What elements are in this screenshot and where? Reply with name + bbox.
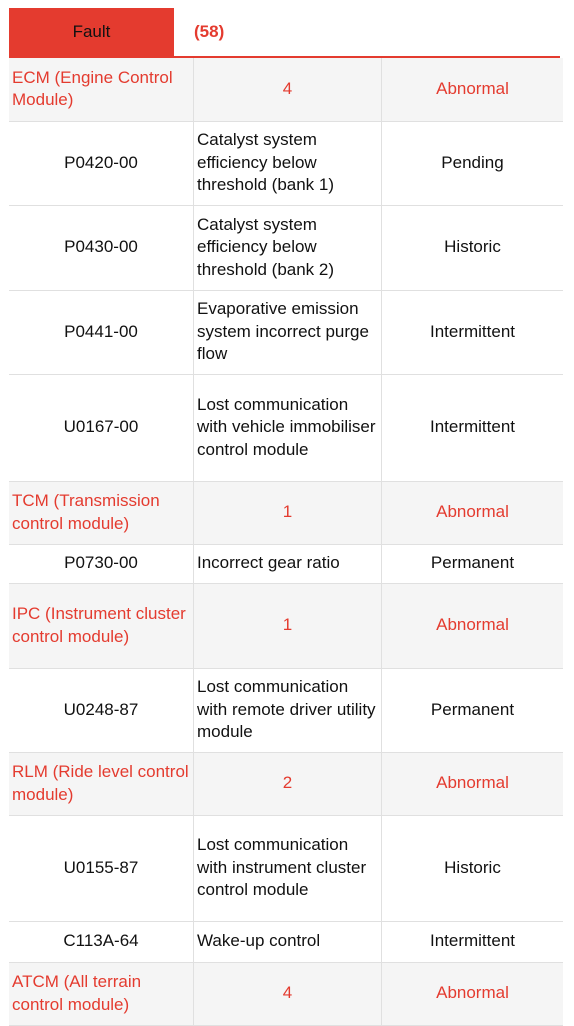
- fault-code: P0441-00: [9, 290, 194, 374]
- fault-table: [9, 58, 563, 1026]
- fault-status: Historic: [382, 815, 564, 921]
- fault-status: Intermittent: [382, 921, 564, 962]
- fault-description: Catalyst system efficiency below threshold (bank 1): [194, 121, 382, 205]
- fault-code: U0167-00: [9, 374, 194, 481]
- module-fault-count: 1: [194, 481, 382, 544]
- fault-description: Evaporative emission system incorrect purge flow: [194, 290, 382, 374]
- module-status: Abnormal: [382, 481, 564, 544]
- module-status: Abnormal: [382, 962, 564, 1025]
- fault-row[interactable]: [9, 668, 563, 752]
- module-name: TCM (Transmission control module): [9, 481, 194, 544]
- fault-row[interactable]: [9, 205, 563, 290]
- module-name: IPC (Instrument cluster control module): [9, 583, 194, 668]
- fault-tab[interactable]: Fault: [9, 8, 174, 56]
- fault-code: U0248-87: [9, 668, 194, 752]
- fault-code: C113A-64: [9, 921, 194, 962]
- fault-row[interactable]: [9, 290, 563, 374]
- module-row[interactable]: [9, 481, 563, 544]
- fault-description: Catalyst system efficiency below threshold (bank 2): [194, 205, 382, 290]
- module-row[interactable]: [9, 583, 563, 668]
- fault-code: P0730-00: [9, 544, 194, 583]
- fault-status: Intermittent: [382, 290, 564, 374]
- module-fault-count: 1: [194, 583, 382, 668]
- fault-status: Pending: [382, 121, 564, 205]
- fault-description: Lost communication with instrument cluster control module: [194, 815, 382, 921]
- module-row[interactable]: [9, 752, 563, 815]
- fault-code: U0155-87: [9, 815, 194, 921]
- fault-status: Permanent: [382, 668, 564, 752]
- fault-header: [9, 8, 560, 58]
- module-name: ATCM (All terrain control module): [9, 962, 194, 1025]
- fault-count: (58): [194, 22, 225, 41]
- module-status: Abnormal: [382, 583, 564, 668]
- fault-description: Incorrect gear ratio: [194, 544, 382, 583]
- fault-code: P0420-00: [9, 121, 194, 205]
- fault-row[interactable]: [9, 374, 563, 481]
- module-status: Abnormal: [382, 58, 564, 121]
- module-name: RLM (Ride level control module): [9, 752, 194, 815]
- module-row[interactable]: [9, 962, 563, 1025]
- fault-row[interactable]: [9, 544, 563, 583]
- fault-row[interactable]: [9, 921, 563, 962]
- fault-description: Lost communication with vehicle immobiliser control module: [194, 374, 382, 481]
- module-name: ECM (Engine Control Module): [9, 58, 194, 121]
- fault-status: Permanent: [382, 544, 564, 583]
- module-fault-count: 4: [194, 962, 382, 1025]
- fault-description: Wake-up control: [194, 921, 382, 962]
- fault-row[interactable]: [9, 815, 563, 921]
- fault-status: Intermittent: [382, 374, 564, 481]
- fault-row[interactable]: [9, 121, 563, 205]
- fault-report-panel: [9, 8, 560, 1024]
- fault-status: Historic: [382, 205, 564, 290]
- module-status: Abnormal: [382, 752, 564, 815]
- module-row[interactable]: [9, 58, 563, 121]
- fault-description: Lost communication with remote driver utility module: [194, 668, 382, 752]
- module-fault-count: 2: [194, 752, 382, 815]
- module-fault-count: 4: [194, 58, 382, 121]
- fault-code: P0430-00: [9, 205, 194, 290]
